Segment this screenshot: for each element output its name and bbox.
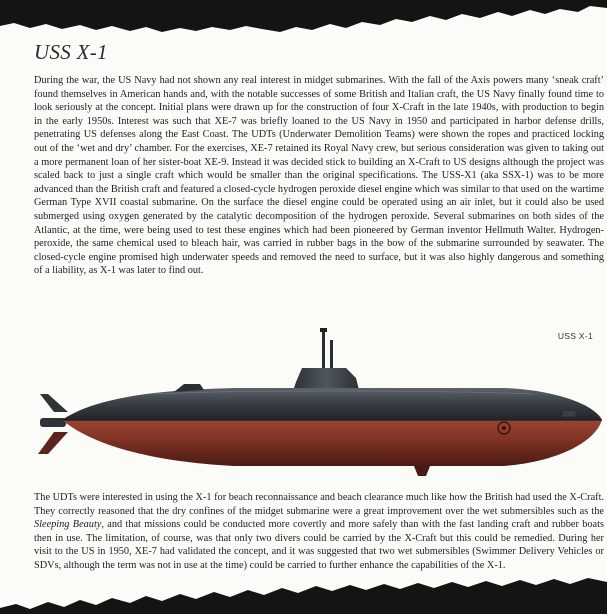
paragraph-2-text-b: , and that missions could be conducted more covertly and more safely than with the fast landing craft and rubber boats then in use. The limitation, of course, was that only two divers could be carried by the X-Craft but this could be remedied. During her visit to the US in 1950, XE-7 had validated the concept, and it was suggested that two wet submersibles (Swimmer Delivery Vehicles or SDVs, although the term was not in use at the time) could be carried to further enhance the capabilities of the X-1.: [34, 519, 604, 571]
torn-paper-top-edge: [0, 0, 607, 40]
article-paragraph-2: [34, 491, 604, 573]
article-title: USS X-1: [34, 40, 108, 64]
figure-caption: USS X-1: [557, 331, 593, 341]
article-paragraph-1: During the war, the US Navy had not shown any real interest in midget submarines. With the fall of the Axis powers many ‘sneak craft’ found themselves in American hands and, with the notable successes of some British and Italian craft, the US Navy finally found time to look seriously at the concept. Initial plans were drawn up for the construction of four X-Craft in the late 1940s, with production to begin in the early 1950s. Interest was such that XE-7 was briefly loaned to the US Navy in 1950 and participated in harbor defense drills, penetrating US defenses along the East Coast. The UDTs (Underwater Demolition Teams) were shown the ropes and practiced locking out of the ‘wet and dry’ chamber. For the exercises, XE-7 retained its Royal Navy crew, but serious consideration was given to taking out a more permanent loan of her sister-boat XE-9. Instead it was decided stick to building an X-Craft to US designs although the project was scaled back to just a single craft which would be smaller than the original specifications. The USS-X1 (aka SSX-1) was to be more advanced than the British craft and featured a closed-cycle hydrogen peroxide diesel engine which was similar to that used on the wartime German Type XVII coastal submarine. On the surface the diesel engine could be operated using an air inlet, but it could also be used submerged using oxygen generated by the catalytic decomposition of the hydrogen peroxide. Several submarines on both sides of the Atlantic, at the time, were being used to test these engines which had been pioneered by German inventor Hellmuth Walter. Hydrogen-peroxide, the same chemical used to bleach hair, was carried in rubber bags in the bow of the submarine surrounded by seawater. The closed-cycle engine promised high underwater speeds and removed the need to surface, but it was also highly dangerous and something of a liability, as X-1 was later to find out.: [34, 75, 604, 277]
torn-paper-bottom-edge: [0, 578, 607, 614]
sleeping-beauty-term: Sleeping Beauty: [34, 519, 102, 531]
paragraph-2-text-a: The UDTs were interested in using the X-1 for beach reconnaissance and beach clearance much like how the British had used the X-Craft. They correctly reasoned that the dry confines of the midget submarine were a great improvement over the wet submersibles such as the: [34, 492, 604, 517]
submarine-illustration: [34, 320, 606, 490]
